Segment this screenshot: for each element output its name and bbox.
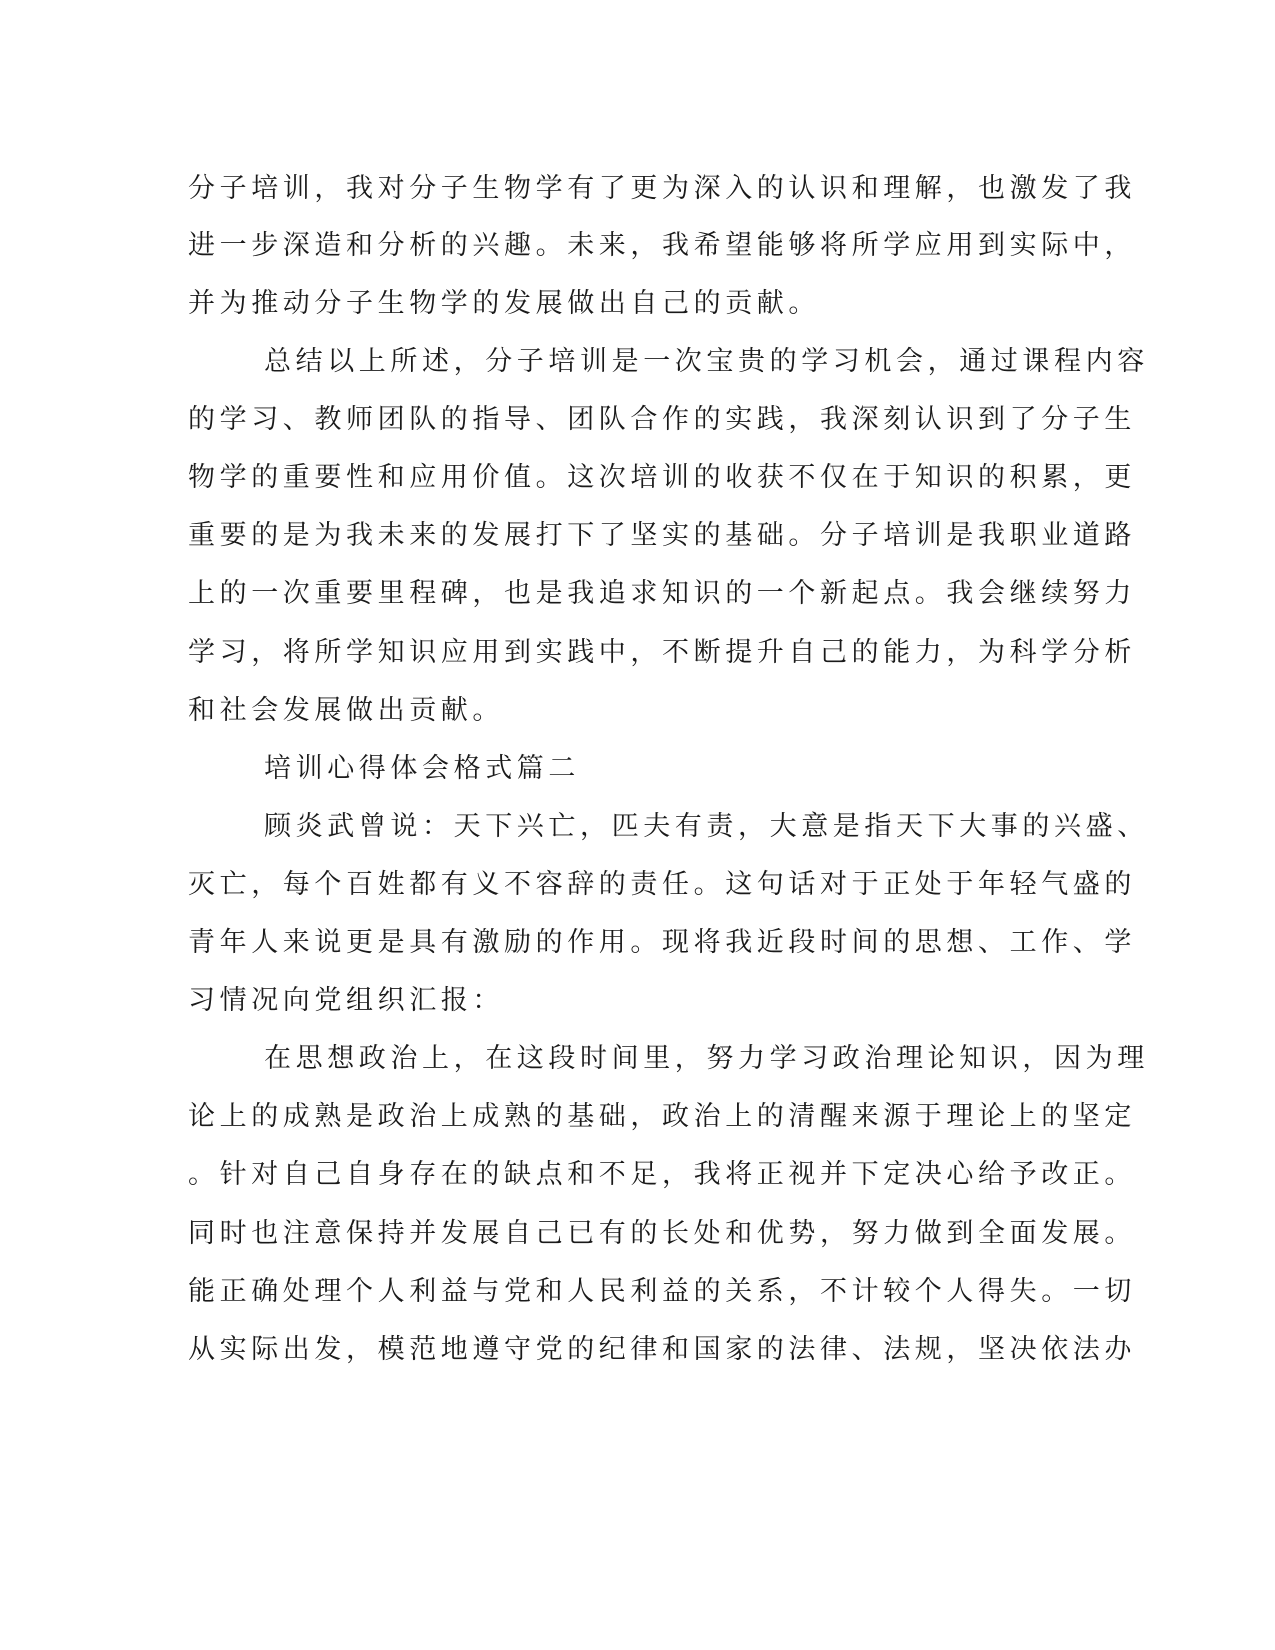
text-line: 分子培训，我对分子生物学有了更为深入的认识和理解，也激发了我	[188, 173, 1136, 204]
text-line: 青年人来说更是具有激励的作用。现将我近段时间的思想、工作、学	[188, 927, 1136, 958]
paragraph-first-line: 在思想政治上，在这段时间里，努力学习政治理论知识，因为理	[264, 1043, 1149, 1074]
paragraph-first-line: 总结以上所述，分子培训是一次宝贵的学习机会，通过课程内容	[264, 346, 1149, 377]
section-heading: 培训心得体会格式篇二	[264, 753, 580, 784]
text-line: 。针对自己自身存在的缺点和不足，我将正视并下定决心给予改正。	[188, 1159, 1136, 1190]
text-line: 重要的是为我未来的发展打下了坚实的基础。分子培训是我职业道路	[188, 520, 1136, 551]
text-line: 上的一次重要里程碑，也是我追求知识的一个新起点。我会继续努力	[188, 578, 1136, 609]
text-line: 论上的成熟是政治上成熟的基础，政治上的清醒来源于理论上的坚定	[188, 1101, 1136, 1132]
text-line: 进一步深造和分析的兴趣。未来，我希望能够将所学应用到实际中，	[188, 230, 1136, 261]
text-line: 从实际出发，模范地遵守党的纪律和国家的法律、法规，坚决依法办	[188, 1334, 1136, 1365]
text-line: 能正确处理个人利益与党和人民利益的关系，不计较个人得失。一切	[188, 1276, 1136, 1307]
text-line: 灭亡，每个百姓都有义不容辞的责任。这句话对于正处于年轻气盛的	[188, 869, 1136, 900]
text-line: 并为推动分子生物学的发展做出自己的贡献。	[188, 288, 820, 319]
text-line: 同时也注意保持并发展自己已有的长处和优势，努力做到全面发展。	[188, 1218, 1136, 1249]
paragraph-first-line: 顾炎武曾说：天下兴亡，匹夫有责，大意是指天下大事的兴盛、	[264, 811, 1149, 842]
text-line: 学习，将所学知识应用到实践中，不断提升自己的能力，为科学分析	[188, 637, 1136, 668]
text-line: 的学习、教师团队的指导、团队合作的实践，我深刻认识到了分子生	[188, 404, 1136, 435]
text-line: 和社会发展做出贡献。	[188, 695, 504, 726]
text-line: 物学的重要性和应用价值。这次培训的收获不仅在于知识的积累，更	[188, 462, 1136, 493]
text-line: 习情况向党组织汇报：	[188, 985, 504, 1016]
